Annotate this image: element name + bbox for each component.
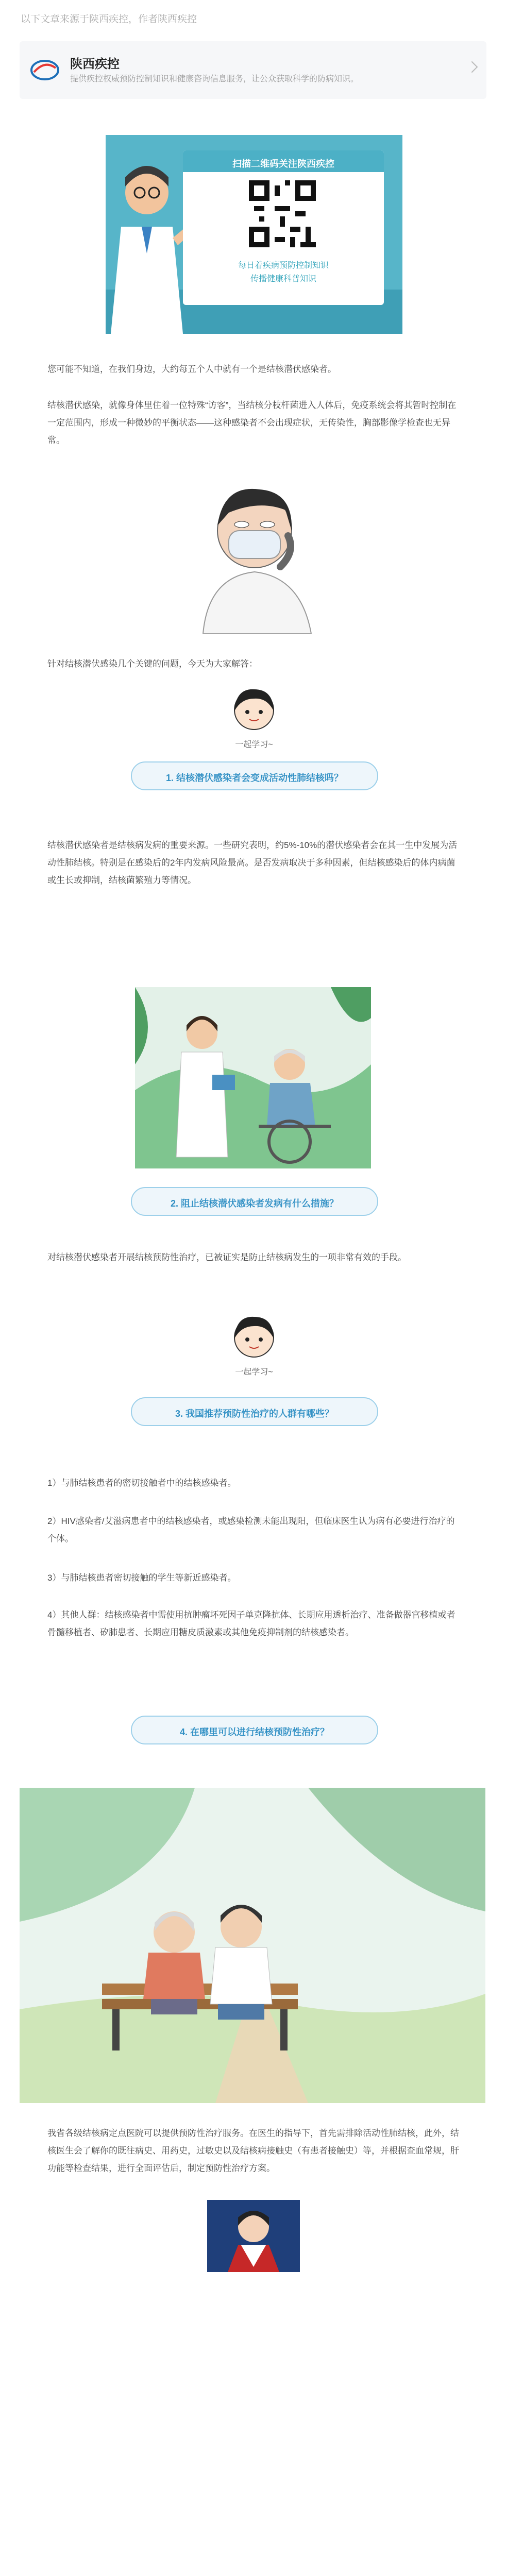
qr-banner <box>106 135 402 334</box>
question-3-item-2: 2）HIV感染者/艾滋病患者中的结核感染者，或感染检测未能出现阳，但临床医生认为病有必要进行治疗的个体。 <box>47 1516 455 1544</box>
question-1-body: 结核潜伏感染者是结核病发病的重要来源。一些研究表明，约5%-10%的潜伏感染者会在其一生中发展为活动性肺结核。特别是在感染后的2年内发病风险最高。是否发病取决于多种因素，但结核感染后的体内病菌或生长或抑制，结核菌繁殖力等情况。 <box>47 840 458 885</box>
question-3-item-1: 1）与肺结核患者的密切接触者中的结核感染者。 <box>47 1478 237 1488</box>
question-1-title: 1. 结核潜伏感染者会变成活动性肺结核吗？ <box>131 761 378 790</box>
banner-subtitle-2: 传播健康科普知识 <box>250 275 316 283</box>
question-3-title: 3. 我国推荐预防性治疗的人群有哪些？ <box>131 1397 378 1426</box>
study-label: 一起学习~ <box>235 1368 273 1377</box>
doctor-patient-illustration <box>135 987 371 1168</box>
account-name: 陕西疾控 <box>70 57 120 71</box>
banner-subtitle-1: 每日着疾病预防控制知识 <box>238 261 329 270</box>
intro-paragraph-2: 结核潜伏感染，就像身体里住着一位特殊“访客”，当结核分枝杆菌进入人体后，免疫系统会将其暂时控制在一定范围内，形成一种微妙的平衡状态——这种感染者不会出现症状，无传染性，胸部影像学检查也无异常。 <box>47 400 457 445</box>
study-label: 一起学习~ <box>235 740 273 749</box>
question-3-item-3: 3）与肺结核患者密切接触的学生等新近感染者。 <box>47 1573 237 1583</box>
question-2-body: 对结核潜伏感染者开展结核预防性治疗，已被证实是防止结核病发生的一项非常有效的手段。 <box>47 1252 407 1262</box>
account-card[interactable] <box>20 41 486 99</box>
question-4-body: 我省各级结核病定点医院可以提供预防性治疗服务。在医生的指导下，首先需排除活动性肺结核，此外，结核医生会了解你的既往病史、用药史，过敏史以及结核病接触史（有患者接触史）等，并根据查血常规，肝功能等检查结果，进行全面评估后，制定预防性治疗方案。 <box>47 2128 459 2173</box>
intro-paragraph-1: 您可能不知道，在我们身边，大约每五个人中就有一个是结核潜伏感染者。 <box>47 364 336 374</box>
intro-paragraph-3: 针对结核潜伏感染几个关键的问题，今天为大家解答： <box>47 659 258 669</box>
question-4-title: 4. 在哪里可以进行结核预防性治疗？ <box>131 1716 378 1744</box>
mascot-illustration <box>207 2200 300 2272</box>
qr-code-icon[interactable] <box>249 180 316 247</box>
chevron-right-icon <box>466 61 478 73</box>
masked-person-illustration <box>157 464 352 634</box>
account-description: 提供疾控权威预防控制知识和健康咨询信息服务，让公众获取科学的防病知识。 <box>70 75 359 83</box>
banner-title: 扫描二维码关注陕西疾控 <box>232 159 334 169</box>
shaanxi-cdc-logo-icon <box>30 57 60 83</box>
park-bench-illustration <box>20 1788 485 2103</box>
study-girl-icon <box>226 1313 282 1364</box>
question-2-title: 2. 阻止结核潜伏感染者发病有什么措施？ <box>131 1187 378 1216</box>
study-girl-icon <box>226 685 282 737</box>
banner-panel <box>183 150 384 305</box>
question-3-item-4: 4）其他人群：结核感染者中需使用抗肿瘤坏死因子单克隆抗体、长期应用透析治疗、准备做器官移植或者骨髓移植者、矽肺患者、长期应用糖皮质激素或其他免疫抑制剂的结核感染者。 <box>47 1610 456 1637</box>
source-note[interactable]: 以下文章来源于陕西疾控，作者陕西疾控 <box>21 14 197 25</box>
